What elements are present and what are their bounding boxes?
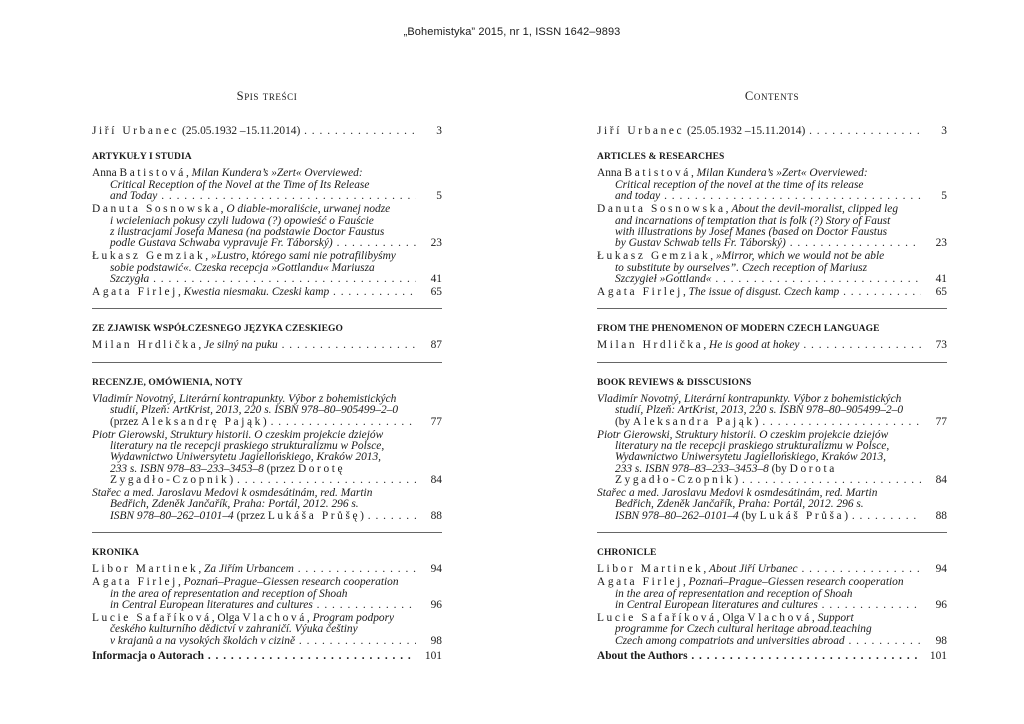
section-divider (92, 362, 442, 363)
entry-author: Agata Firlej (92, 286, 178, 298)
section-heading: KRONIKA (92, 548, 140, 559)
entry-author: Lucie Šafaříková (597, 612, 717, 624)
entry-title: Support (817, 612, 854, 624)
entry-title: About Jiří Urbanec (709, 564, 798, 576)
toc-entry: Łukasz Gemziak, »Lustro, którego sami nie potrafilibyśmy sobie podstawić«. Czeska recepcja »Gottlandu« Mariusza Szczygła . . . 41 (92, 251, 442, 285)
toc-entry (92, 126, 442, 137)
entry-page-number: 77 (416, 417, 442, 428)
entry-author: Dorota (789, 463, 837, 475)
entry-title: »Mirror, which we would not be able (715, 251, 885, 263)
toc-entry: Agata Firlej, The issue of disgust. Czech kamp . . . 65 (597, 287, 947, 298)
toc-entry: Danuta Sosnowska, O diable-moraliście, urwanej nodze i wcieleniach pokusy czyli ludowa (?) opowieść o Fauście z ilustracjami Josefa Manesa (na podstawie Doctor Faustus podle Gustava Schwaba vypravuje Fr. Táborský) . . . 23 (92, 204, 442, 250)
entry-author: Łukasz Gemziak (92, 251, 206, 263)
entry-author: Aleksandra Pająk (633, 416, 755, 428)
entry-title: Za Jiřím Urbancem (204, 564, 294, 576)
toc-title: Contents (744, 89, 800, 103)
section-divider (92, 532, 442, 533)
entry-page-number: 3 (921, 126, 947, 137)
entry-title: »Lustro, którego sami nie potrafilibyśmy (210, 251, 396, 263)
entry-page-number: 88 (416, 511, 442, 522)
entry-title: Je silný na puku (204, 340, 278, 352)
section-divider (597, 362, 947, 363)
entry-page-number: 84 (416, 475, 442, 486)
entry-title: He is good at hokey (709, 340, 800, 352)
toc-entry: Vladimír Novotný, Literární kontrapunkty. Výbor z bohemistických studií, Plzeň: ArtKrist, 2013, 220 s. ISBN 978–80–905499–2–0 (przez Aleksandrę Pająk) . . . 77 (92, 394, 442, 428)
entry-title: Milan Kundera’s »Žert« Overviewed: (696, 168, 868, 180)
entry-page-number: 77 (921, 417, 947, 428)
entry-title: About the Authors . . . (597, 651, 921, 662)
section-divider (597, 308, 947, 309)
toc-entry: Libor Martinek, Za Jiřím Urbancem . . . 94 (92, 564, 442, 575)
section-heading: RECENZJE, OMÓWIENIA, NOTY (92, 377, 243, 388)
entry-page-number: 88 (921, 511, 947, 522)
toc-entry: Stařec a med. Jaroslavu Medovi k osmdesátinám, red. Martin Bedřich, Zdeněk Jančařík, Praha: Portál, 2012. 296 s. ISBN 978–80–262–0101–4 (przez Lukáša Průšę) . . . 88 (92, 488, 442, 522)
entry-page-number: 96 (416, 600, 442, 611)
entry-page-number: 5 (416, 191, 442, 202)
toc-entry (92, 651, 442, 662)
entry-title: About the devil-moralist, clipped leg (731, 204, 899, 216)
entry-author: Lucie Šafaříková (92, 612, 212, 624)
toc-entry: Lucie Šafaříková, Olga Vlachová, Program podpory českého kulturního dědictví v zahraničí. Výuka češtiny v krajanů a na vysokých školách v cizině . . . 98 (92, 613, 442, 647)
toc-entry: Anna Batistová, Milan Kundera’s »Žert« Overviewed: Critical reception of the novel at the time of its release and today . . . 5 (597, 168, 947, 202)
entry-page-number: 94 (921, 564, 947, 575)
entry-title: Poznań–Prague–Giessen research cooperation (688, 577, 904, 589)
section-heading: BOOK REVIEWS & DISSCUSIONS (597, 377, 752, 388)
entry-title: Milan Kundera’s »Žert« Overviewed: (191, 168, 363, 180)
entry-title: Vladimír Novotný, Literární kontrapunkty. Výbor z bohemistických (92, 393, 397, 405)
entry-author: Dorotę (297, 463, 346, 475)
entry-title: (25.05.1932 –15.11.2014) (179, 126, 301, 137)
entry-page-number: 101 (921, 651, 947, 662)
entry-page-number: 84 (921, 475, 947, 486)
entry-page-number: 73 (921, 340, 947, 351)
entry-title: Vladimír Novotný, Literární kontrapunkty. Výbor z bohemistických (597, 393, 902, 405)
entry-page-number: 98 (416, 636, 442, 647)
entry-author: Libor Martinek (92, 564, 199, 576)
entry-author: Milan Hrdlička (597, 340, 704, 352)
entry-title: Informacja o Autorach . . . (92, 651, 416, 662)
toc-entry: Agata Firlej, Poznań–Prague–Giessen research cooperation in the area of representation and reception of Shoah in Central European literatures and cultures . . . 96 (92, 577, 442, 611)
toc-entry: Łukasz Gemziak, »Mirror, which we would not be able to substitute by ourselves”. Czech reception of Mariusz Szczygieł »Gottland« . . . 41 (597, 251, 947, 285)
toc-entry: Milan Hrdlička, Je silný na puku . . . 87 (92, 340, 442, 351)
section-divider (597, 532, 947, 533)
toc-entry: Libor Martinek, About Jiří Urbanec . . . 94 (597, 564, 947, 575)
entry-page-number: 65 (416, 287, 442, 298)
entry-author: Lukáša Průšę (267, 510, 361, 522)
entry-page-number: 65 (921, 287, 947, 298)
entry-title: (25.05.1932 –15.11.2014) (684, 126, 806, 137)
entry-page-number: 23 (416, 238, 442, 249)
entry-author: Batistová (119, 168, 186, 180)
entry-author: Jiří Urbanec (92, 126, 180, 137)
entry-page-number: 94 (416, 564, 442, 575)
toc-entry: Vladimír Novotný, Literární kontrapunkty. Výbor z bohemistických studií, Plzeň: ArtKrist, 2013, 220 s. ISBN 978–80–905499–2–0 (by Aleksandra Pająk) . . . 77 (597, 394, 947, 428)
section-divider (92, 308, 442, 309)
entry-page-number: 98 (921, 636, 947, 647)
entry-title: Stařec a med. Jaroslavu Medovi k osmdesátinám, red. Martin (597, 488, 878, 500)
toc-entry: Danuta Sosnowska, About the devil-moralist, clipped leg and incarnations of temptation that is folk (?) Story of Faust with illustrations by Josef Manes (based on Doctor Faustus by Gustav Schwab tells Fr. Táborský) . . . 23 (597, 204, 947, 250)
entry-page-number: 3 (416, 126, 442, 137)
section-heading: ZE ZJAWISK WSPÓŁCZESNEGO JĘZYKA CZESKIEGO (92, 324, 343, 335)
entry-author: Agata Firlej (597, 286, 683, 298)
entry-author: Lukáš Průša (759, 510, 845, 522)
toc-entry: Anna Batistová, Milan Kundera’s »Žert« Overviewed: Critical Reception of the Novel at the Time of Its Release and Today . . . 5 (92, 168, 442, 202)
toc-entry: Milan Hrdlička, He is good at hokey . . . 73 (597, 340, 947, 351)
entry-title: Piotr Gierowski, Struktury historii. O czeskim projekcie dziejów (597, 429, 889, 441)
entry-page-number: 41 (921, 274, 947, 285)
toc-entry (597, 126, 947, 137)
entry-page-number: 5 (921, 191, 947, 202)
toc-entry (597, 651, 947, 662)
toc-entry: Lucie Šafaříková, Olga Vlachová, Support programme for Czech cultural heritage abroad.teaching Czech among compatriots and universities abroad . . . 98 (597, 613, 947, 647)
entry-page-number: 87 (416, 340, 442, 351)
section-heading: ARTICLES & RESEARCHES (597, 152, 725, 163)
entry-title: Poznań–Prague–Giessen research cooperation (183, 577, 399, 589)
entry-page-number: 96 (921, 600, 947, 611)
toc-column-english (597, 88, 947, 664)
entry-title: O diable-moraliście, urwanej nodze (226, 204, 391, 216)
entry-author: Batistová (624, 168, 691, 180)
entry-page-number: 101 (416, 651, 442, 662)
entry-author: Agata Firlej (92, 577, 178, 589)
entry-author: Agata Firlej (597, 577, 683, 589)
section-heading: ARTYKUŁY I STUDIA (92, 152, 192, 163)
entry-author: Danuta Sosnowska (597, 204, 726, 216)
entry-page-number: 23 (921, 238, 947, 249)
entry-page-number: 41 (416, 274, 442, 285)
section-heading: CHRONICLE (597, 548, 657, 559)
toc-entry: Agata Firlej, Kwestia niesmaku. Czeski kamp . . . 65 (92, 287, 442, 298)
entry-title: The issue of disgust. Czech kamp (688, 286, 840, 298)
toc-entry: Piotr Gierowski, Struktury historii. O czeskim projekcie dziejów literatury na tle recepcji praskiego strukturalizmu w Polsce, Wydawnictwo Uniwersytetu Jagiellońskiego, Kraków 2013, 233 s. ISBN 978–83–233–3453–8 (przez Dorotę Żygadło-Czopnik) . . . 84 (92, 430, 442, 487)
entry-author: Milan Hrdlička (92, 340, 199, 352)
entry-author: Łukasz Gemziak (597, 251, 711, 263)
toc-title: Spis treści (236, 89, 298, 103)
entry-title: Stařec a med. Jaroslavu Medovi k osmdesátinám, red. Martin (92, 488, 373, 500)
toc-entry: Agata Firlej, Poznań–Prague–Giessen research cooperation in the area of representation and reception of Shoah in Central European literatures and cultures . . . 96 (597, 577, 947, 611)
entry-author: Aleksandrę Pająk (141, 416, 263, 428)
entry-author: Libor Martinek (597, 564, 704, 576)
toc-column-polish (92, 88, 442, 664)
entry-title: Piotr Gierowski, Struktury historii. O czeskim projekcie dziejów (92, 429, 384, 441)
toc-entry: Stařec a med. Jaroslavu Medovi k osmdesátinám, red. Martin Bedřich, Zdeněk Jančařík, Praha: Portál, 2012. 296 s. ISBN 978–80–262–0101–4 (by Lukáš Průša) . . . 88 (597, 488, 947, 522)
section-heading: FROM THE PHENOMENON OF MODERN CZECH LANGUAGE (597, 324, 880, 335)
toc-entry: Piotr Gierowski, Struktury historii. O czeskim projekcie dziejów literatury na tle recepcji praskiego strukturalizmu w Polsce, Wydawnictwo Uniwersytetu Jagiellońskiego, Kraków 2013, 233 s. ISBN 978–83–233–3453–8 (by Dorota Żygadło-Czopnik) . . . 84 (597, 430, 947, 487)
entry-author: Danuta Sosnowska (92, 204, 221, 216)
entry-title: Kwestia niesmaku. Czeski kamp (183, 286, 330, 298)
entry-title: Program podpory (312, 612, 395, 624)
entry-author: Jiří Urbanec (597, 126, 685, 137)
running-head: „Bohemistyka” 2015, nr 1, ISSN 1642–9893 (403, 26, 621, 38)
